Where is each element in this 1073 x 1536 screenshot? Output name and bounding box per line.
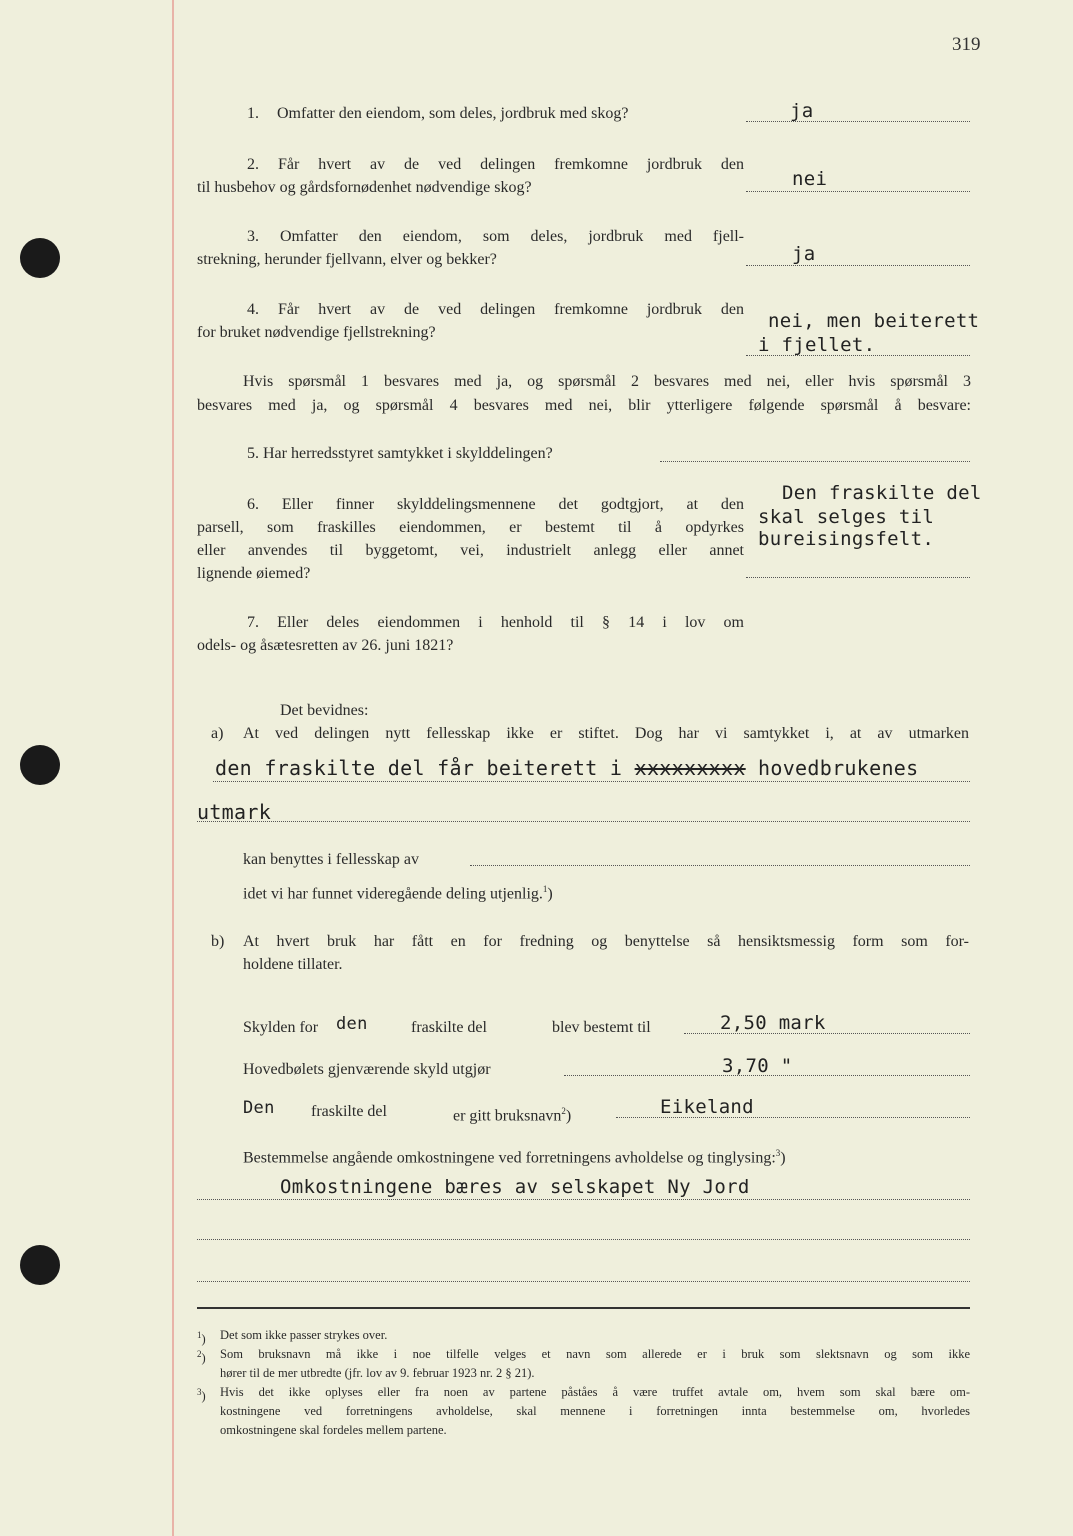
footnote-3-line1: Hvis det ikke oplyses eller fra noen av partene påståes å være truffet avtale om, hvem som skal bære om-	[220, 1385, 970, 1399]
certification-heading: Det bevidnes:	[280, 702, 369, 719]
footnote-ref-1: 1	[542, 884, 548, 894]
question-6-line3: eller anvendes til byggetomt, vei, industrielt anlegg eller annet	[197, 542, 744, 559]
skyld-fraskilte: fraskilte del	[411, 1019, 487, 1036]
question-6-answer-line3: bureisingsfelt.	[758, 528, 935, 550]
answer-line	[197, 1198, 970, 1200]
footnote-1-number: 1	[197, 1330, 202, 1340]
typed-utmark: utmark	[197, 800, 272, 824]
footnote-3-mark: $^3$)	[197, 1387, 206, 1404]
question-6-line4: lignende øiemed?	[197, 565, 311, 582]
footnote-3-number: 3	[197, 1387, 202, 1397]
item-b-line1: At hvert bruk har fått en for fredning og benyttelse så hensiktsmessig form som for-	[243, 933, 969, 950]
skyld-value: 2,50 mark	[720, 1012, 826, 1034]
item-a-text: At ved delingen nytt fellesskap ikke er stiftet. Dog har vi samtykket i, at av utmarken	[243, 725, 969, 742]
typed-grazing-right-end: hovedbrukenes	[758, 756, 919, 780]
answer-line	[660, 460, 970, 462]
item-b-label: b)	[211, 933, 225, 950]
skyld-label: Skylden for	[243, 1019, 319, 1036]
footnote-2-line2: hører til de mer utbredte (jfr. lov av 9. februar 1923 nr. 2 § 21).	[220, 1366, 535, 1380]
question-4-line2: for bruket nødvendige fjellstrekning?	[197, 324, 436, 341]
footnote-divider	[197, 1306, 970, 1309]
question-3-answer: ja	[792, 243, 816, 265]
footnote-ref-3: 3	[775, 1148, 781, 1158]
skyld-den: den	[336, 1014, 368, 1034]
footnote-ref-2: 2	[561, 1106, 566, 1116]
question-6-text-line1: Eller finner skylddelingsmennene det godtgjort, at den	[281, 496, 745, 513]
cost-label: Bestemmelse angående omkostningene ved forretningens avholdelse og tinglysing:$^3$)	[243, 1148, 786, 1167]
footnote-2-mark: $^2$)	[197, 1349, 206, 1366]
item-b-line2: holdene tillater.	[243, 956, 343, 973]
bruksnavn-label: er gitt bruksnavn$^2$)	[453, 1106, 572, 1125]
typed-grazing-right-start: den fraskilte del får beiterett i	[215, 756, 623, 780]
question-4-number: 4.	[247, 301, 259, 318]
question-6-answer-line1: Den fraskilte del	[782, 482, 982, 504]
hovedbol-value: 3,70 "	[722, 1055, 793, 1077]
question-3-text-line1: Omfatter den eiendom, som deles, jordbruk med fjell-	[279, 228, 745, 245]
question-3-line2: strekning, herunder fjellvann, elver og bekker?	[197, 251, 497, 268]
hovedbol-label: Hovedbølets gjenværende skyld utgjør	[243, 1061, 491, 1078]
question-1-number: 1.	[247, 105, 259, 122]
question-4-text-line1: Får hvert av de ved delingen fremkomne jordbruk den	[277, 301, 744, 318]
answer-line	[213, 780, 970, 782]
question-7-line2: odels- og åsætesretten av 26. juni 1821?	[197, 637, 454, 654]
question-4-line1	[247, 298, 744, 321]
answer-line	[746, 264, 970, 266]
bruksnavn-text: er gitt bruksnavn	[453, 1107, 562, 1125]
question-6-line2: parsell, som fraskilles eiendommen, er bestemt til å opdyrkes	[197, 519, 744, 536]
question-3-number: 3.	[247, 228, 259, 245]
conditional-line1: Hvis spørsmål 1 besvares med ja, og spørsmål 2 besvares med nei, eller hvis spørsmål 3	[243, 373, 971, 390]
footnote-2-line1: Som bruksnavn må ikke i noe tilfelle velges et navn som allerede er i bruk som slektsnavn og som ikke	[220, 1347, 970, 1361]
answer-line	[746, 354, 970, 356]
question-5-number: 5.	[247, 445, 259, 462]
footnote-3-line3: omkostningene skal fordeles mellem partene.	[220, 1423, 447, 1437]
answer-line	[746, 190, 970, 192]
question-6-line1	[247, 493, 744, 516]
question-2-number: 2.	[247, 156, 259, 173]
question-6-number: 6.	[247, 496, 259, 513]
item-a-label: a)	[211, 725, 224, 742]
typed-struck-word: xxxxxxxxx	[634, 756, 746, 780]
cost-label-text: Bestemmelse angående omkostningene ved forretningens avholdelse og tinglysing:	[243, 1149, 776, 1167]
punch-hole-middle	[20, 745, 60, 785]
question-4-answer-line1: nei, men beiterett	[768, 310, 980, 332]
punch-hole-bottom	[20, 1245, 60, 1285]
footnote-2-number: 2	[197, 1349, 202, 1359]
question-2-answer: nei	[792, 168, 828, 190]
question-1-text: Omfatter den eiendom, som deles, jordbruk med skog?	[277, 105, 629, 122]
footnote-1-mark: $^1$)	[197, 1330, 206, 1347]
answer-line	[197, 1280, 970, 1282]
punch-hole-top	[20, 238, 60, 278]
shared-use-label: kan benyttes i fellesskap av	[243, 851, 419, 868]
bruksnavn-value: Eikeland	[660, 1096, 754, 1118]
page-number: 319	[952, 34, 981, 55]
question-7-number: 7.	[247, 614, 259, 631]
question-2-line2: til husbehov og gårdsfornødenhet nødvendige skog?	[197, 179, 532, 196]
name-fraskilte: fraskilte del	[311, 1103, 387, 1120]
answer-line	[197, 820, 970, 822]
cost-value: Omkostningene bæres av selskapet Ny Jord	[280, 1176, 750, 1198]
answer-line	[470, 864, 970, 866]
answer-line	[197, 1238, 970, 1240]
question-5	[247, 442, 553, 465]
margin-rule	[172, 0, 174, 1536]
question-7-text-line1: Eller deles eiendommen i henhold til § 14 i lov om	[277, 614, 744, 631]
question-4-answer-line2: i fjellet.	[758, 334, 876, 356]
question-2-line1	[247, 153, 744, 176]
question-1-answer: ja	[790, 100, 814, 122]
question-3-line1	[247, 225, 744, 248]
answer-line	[746, 120, 970, 122]
footnote-3-line2: kostningene ved forretningens avholdelse, skal mennene i forretningen innta bestemmelse om, hvorledes	[220, 1404, 970, 1418]
question-2-text-line1: Får hvert av de ved delingen fremkomne jordbruk den	[277, 156, 744, 173]
further-division-sentence: idet vi har funnet videregående deling utjenlig.	[243, 885, 543, 903]
name-den: Den	[243, 1098, 275, 1118]
typed-grazing-right	[215, 756, 918, 780]
further-division-text: idet vi har funnet videregående deling utjenlig.$^1$)	[243, 884, 553, 903]
conditional-line2: besvares med ja, og spørsmål 4 besvares med nei, blir ytterligere følgende spørsmål å besvare:	[197, 397, 971, 414]
skyld-bestemt: blev bestemt til	[552, 1019, 651, 1036]
footnote-1-text: Det som ikke passer strykes over.	[220, 1328, 388, 1342]
question-6-answer-line2: skal selges til	[758, 506, 935, 528]
answer-line	[746, 576, 970, 578]
question-5-text: Har herredsstyret samtykket i skylddelingen?	[263, 445, 553, 462]
question-7-line1	[247, 611, 744, 634]
